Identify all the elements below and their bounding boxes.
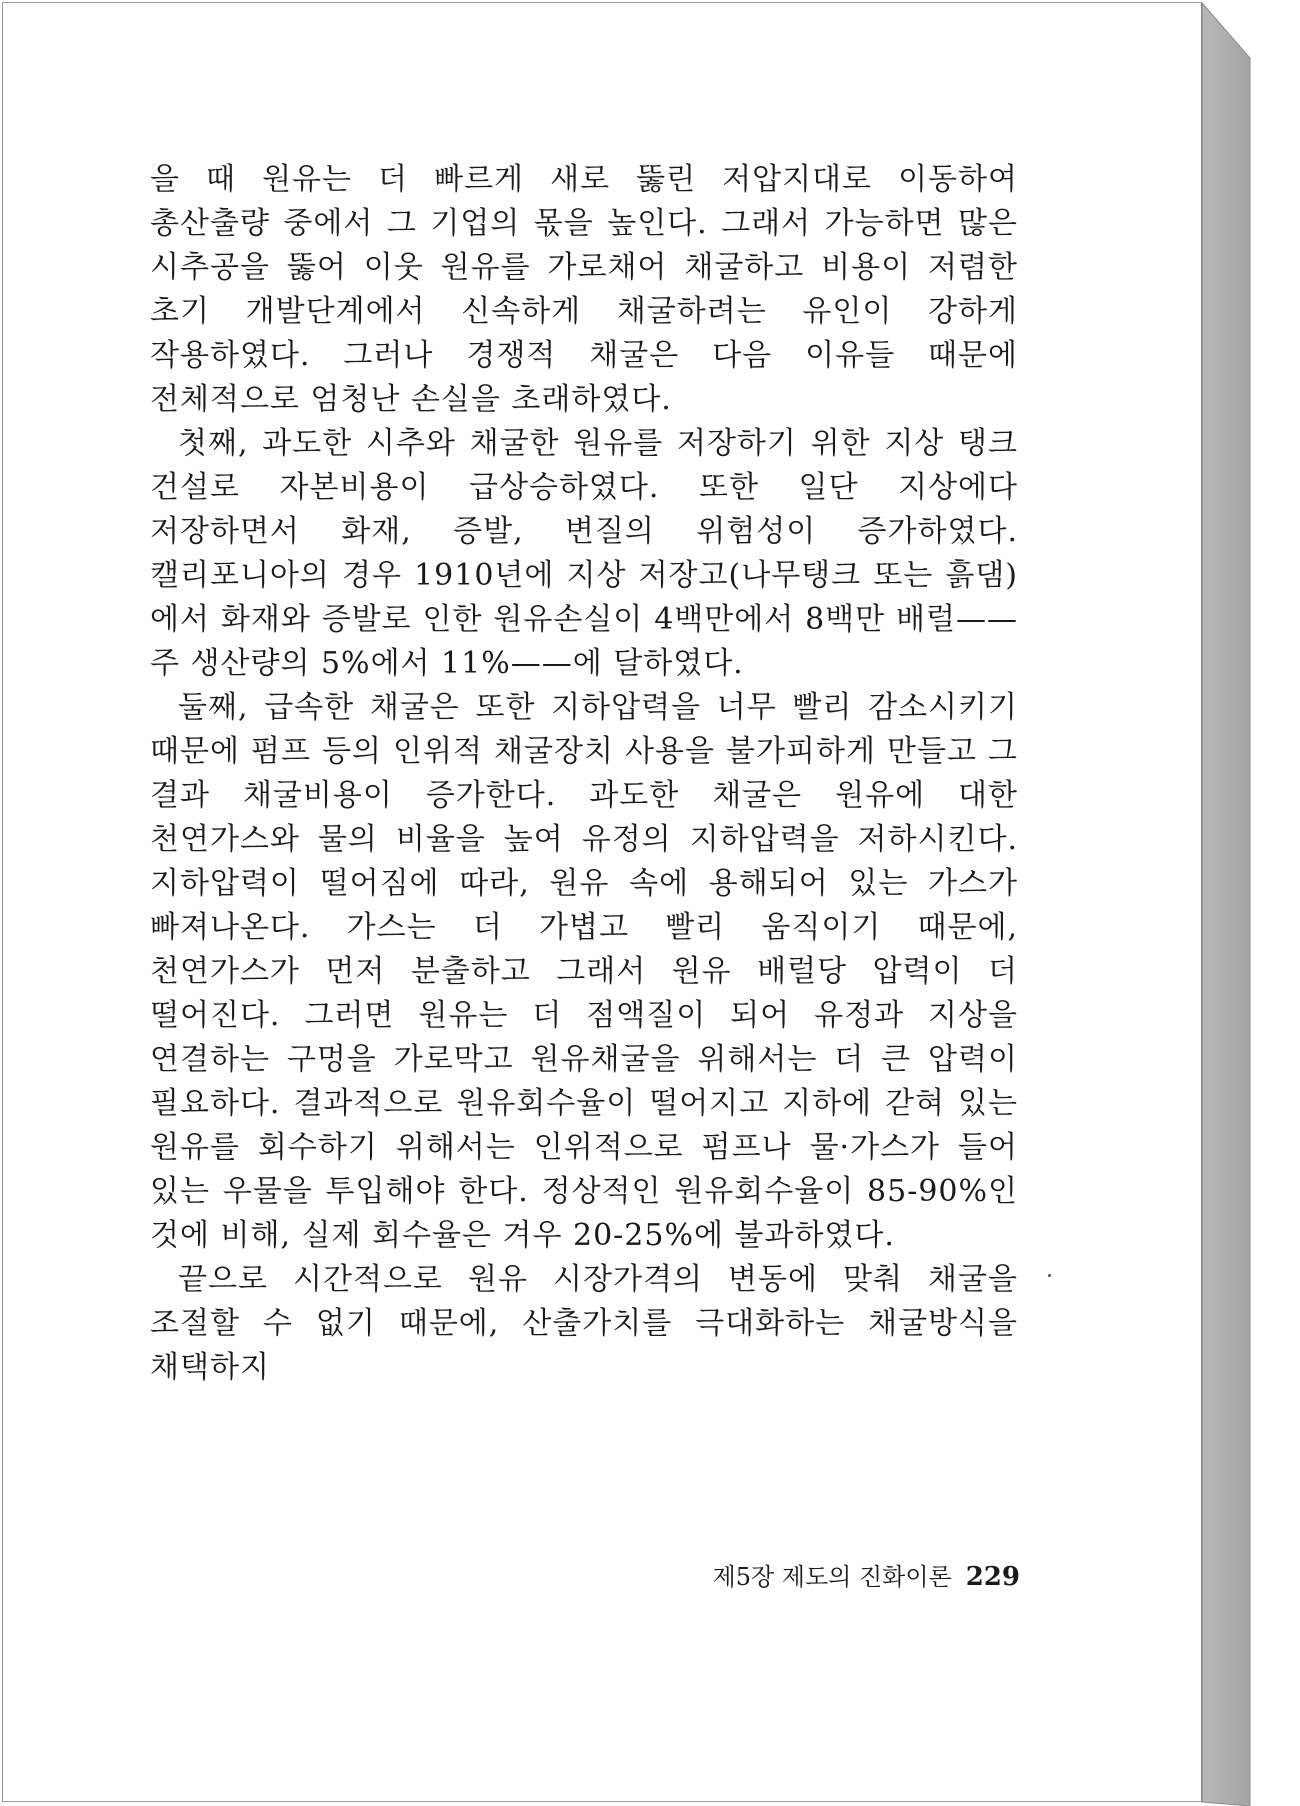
paragraph-4: 끝으로 시간적으로 원유 시장가격의 변동에 맞춰 채굴을 조절할 수 없기 때문에, 산출가치를 극대화하는 채굴방식을 채택하지 (150, 1262, 1018, 1385)
page-number: 229 (965, 1562, 1020, 1592)
chapter-title: 제5장 제도의 진화이론 (712, 1563, 952, 1591)
scan-speck (1048, 1274, 1051, 1277)
paragraph-1: 을 때 원유는 더 빠르게 새로 뚫린 저압지대로 이동하여 총산출량 중에서 그 기업의 몫을 높인다. 그래서 가능하면 많은 시추공을 뚫어 이웃 원유를 가로채어 채굴하고 비용이 저렴한 초기 개발단계에서 신속하게 채굴하려는 유인이 강하게 작용하였다. 그러나 경쟁적 채굴은 다음 이유들 때문에 전체적으로 엄청난 손실을 초래하였다. (150, 162, 1018, 417)
paragraph-3: 둘째, 급속한 채굴은 또한 지하압력을 너무 빨리 감소시키기 때문에 펌프 등의 인위적 채굴장치 사용을 불가피하게 만들고 그 결과 채굴비용이 증가한다. 과도한 채굴은 원유에 대한 천연가스와 물의 비율을 높여 유정의 지하압력을 저하시킨다. 지하압력이 떨어짐에 따라, 원유 속에 용해되어 있는 가스가 빠져나온다. 가스는 더 가볍고 빨리 움직이기 때문에, 천연가스가 먼저 분출하고 그래서 원유 배럴당 압력이 더 떨어진다. 그러면 원유는 더 점액질이 되어 유정과 지상을 연결하는 구멍을 가로막고 원유채굴을 위해서는 더 큰 압력이 필요하다. 결과적으로 원유회수율이 떨어지고 지하에 갇혀 있는 원유를 회수하기 위해서는 인위적으로 펌프나 물·가스가 들어 있는 우물을 투입해야 한다. 정상적인 원유회수율이 85-90%인 것에 비해, 실제 회수율은 겨우 20-25%에 불과하였다. (150, 690, 1018, 1253)
body-text (150, 158, 1018, 1390)
running-footer (640, 1557, 1020, 1592)
paragraph-2: 첫째, 과도한 시추와 채굴한 원유를 저장하기 위한 지상 탱크 건설로 자본비용이 급상승하였다. 또한 일단 지상에다 저장하면서 화재, 증발, 변질의 위험성이 증가하였다. 캘리포니아의 경우 1910년에 지상 저장고(나무탱크 또는 흙댐)에서 화재와 증발로 인한 원유손실이 4백만에서 8백만 배럴——주 생산량의 5%에서 11%——에 달하였다. (150, 426, 1018, 681)
